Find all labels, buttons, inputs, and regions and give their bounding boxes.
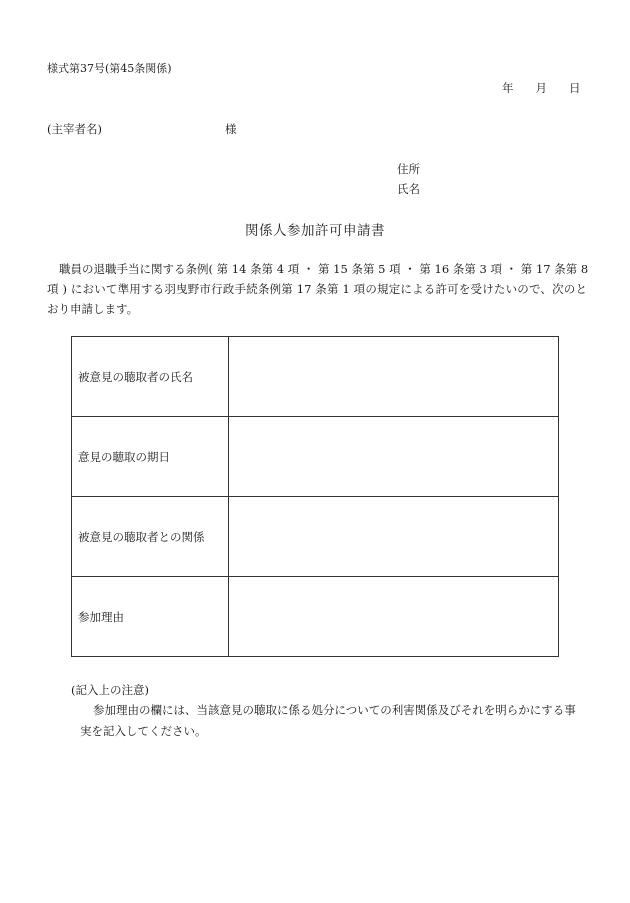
body-line-1: 職員の退職手当に関する条例( 第 14 条第 4 項 ・ 第 15 条第 5 項 ・ 第 16 条第 3 項 ・ 第 17 条第 8 xyxy=(59,262,589,276)
date-line xyxy=(502,80,581,96)
body-paragraph xyxy=(47,259,587,319)
application-table xyxy=(71,336,559,657)
date-day-label: 日 xyxy=(569,81,581,95)
table-row xyxy=(72,577,559,657)
row-label-hearing-subject-name: 被意見の聴取者の氏名 xyxy=(72,337,229,417)
relationship-field[interactable] xyxy=(229,497,559,577)
address-label: 住所 xyxy=(397,162,420,176)
date-year-label: 年 xyxy=(502,81,514,95)
notes-body xyxy=(80,700,588,742)
hearing-date-field[interactable] xyxy=(229,417,559,497)
body-line-3: おり申請します。 xyxy=(47,302,139,316)
table-row xyxy=(72,417,559,497)
organizer-name-label: (主宰者名) xyxy=(47,122,102,136)
body-line-2: 項 ) において準用する羽曳野市行政手続条例第 17 条第 1 項の規定による許可を受けたいので、次のと xyxy=(47,282,587,296)
applicant-name-label: 氏名 xyxy=(397,182,420,196)
notes-heading: (記入上の注意) xyxy=(71,683,149,697)
notes-line-2: 実を記入してください。 xyxy=(80,724,207,738)
document-title: 関係人参加許可申請書 xyxy=(245,223,385,239)
table-row xyxy=(72,337,559,417)
honorific-label: 様 xyxy=(225,122,237,136)
row-label-hearing-date: 意見の聴取の期日 xyxy=(72,417,229,497)
hearing-subject-name-field[interactable] xyxy=(229,337,559,417)
table-row xyxy=(72,497,559,577)
participation-reason-field[interactable] xyxy=(229,577,559,657)
form-number: 様式第37号(第45条関係) xyxy=(47,62,172,75)
row-label-relationship: 被意見の聴取者との関係 xyxy=(72,497,229,577)
notes-line-1: 参加理由の欄には、当該意見の聴取に係る処分についての利害関係及びそれを明らかにする事 xyxy=(93,703,576,717)
row-label-participation-reason: 参加理由 xyxy=(72,577,229,657)
date-month-label: 月 xyxy=(535,81,547,95)
